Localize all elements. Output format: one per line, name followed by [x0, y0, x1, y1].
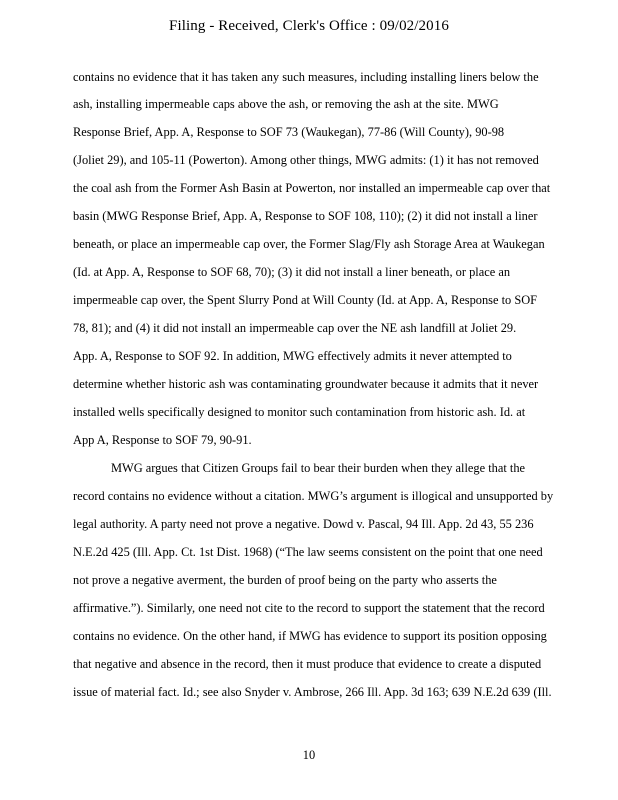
- body-line: App. A, Response to SOF 92. In addition, MWG effectively admits it never attempted to: [73, 349, 512, 363]
- body-line: Response Brief, App. A, Response to SOF 73 (Waukegan), 77-86 (Will County), 90-98: [73, 125, 505, 139]
- body-line: (Joliet 29), and 105-11 (Powerton). Among other things, MWG admits: (1) it has not removed: [73, 153, 539, 167]
- body-line: the coal ash from the Former Ash Basin at Powerton, nor installed an impermeable cap over that: [73, 181, 551, 195]
- body-line: not prove a negative averment, the burden of proof being on the party who asserts the: [73, 573, 497, 587]
- body-line: App A, Response to SOF 79, 90-91.: [73, 433, 252, 447]
- filing-header: Filing - Received, Clerk's Office : 09/02/2016: [169, 18, 449, 34]
- body-line: ash, installing impermeable caps above the ash, or removing the ash at the site. MWG: [73, 97, 499, 111]
- body-line: (Id. at App. A, Response to SOF 68, 70); (3) it did not install a liner beneath, or place an: [73, 265, 511, 279]
- body-line: contains no evidence that it has taken any such measures, including installing liners below the: [73, 70, 539, 84]
- body-line: N.E.2d 425 (Ill. App. Ct. 1st Dist. 1968) (“The law seems consistent on the point that one need: [73, 545, 543, 559]
- body-line: record contains no evidence without a citation. MWG’s argument is illogical and unsupported by: [73, 489, 554, 503]
- body-line: determine whether historic ash was contaminating groundwater because it admits that it never: [73, 377, 539, 391]
- body-line: contains no evidence. On the other hand, if MWG has evidence to support its position opposing: [73, 629, 547, 643]
- body-line: MWG argues that Citizen Groups fail to bear their burden when they allege that the: [111, 461, 526, 475]
- body-line: installed wells specifically designed to monitor such contamination from historic ash. Id. at: [73, 405, 526, 419]
- body-line: affirmative.”). Similarly, one need not cite to the record to support the statement that the record: [73, 601, 545, 615]
- page-number: 10: [302, 748, 316, 762]
- body-line: 78, 81); and (4) it did not install an impermeable cap over the NE ash landfill at Joliet 29.: [73, 321, 517, 335]
- body-line: basin (MWG Response Brief, App. A, Response to SOF 108, 110); (2) it did not install a liner: [73, 209, 538, 223]
- body-line: that negative and absence in the record, then it must produce that evidence to create a disputed: [73, 657, 542, 671]
- body-line: issue of material fact. Id.; see also Snyder v. Ambrose, 266 Ill. App. 3d 163; 639 N.E.2d 639 (Ill.: [73, 685, 552, 699]
- body-line: impermeable cap over, the Spent Slurry Pond at Will County (Id. at App. A, Response to SOF: [73, 293, 538, 307]
- body-line: beneath, or place an impermeable cap over, the Former Slag/Fly ash Storage Area at Waukegan: [73, 237, 545, 251]
- body-line: legal authority. A party need not prove a negative. Dowd v. Pascal, 94 Ill. App. 2d 43, 55 236: [73, 517, 534, 531]
